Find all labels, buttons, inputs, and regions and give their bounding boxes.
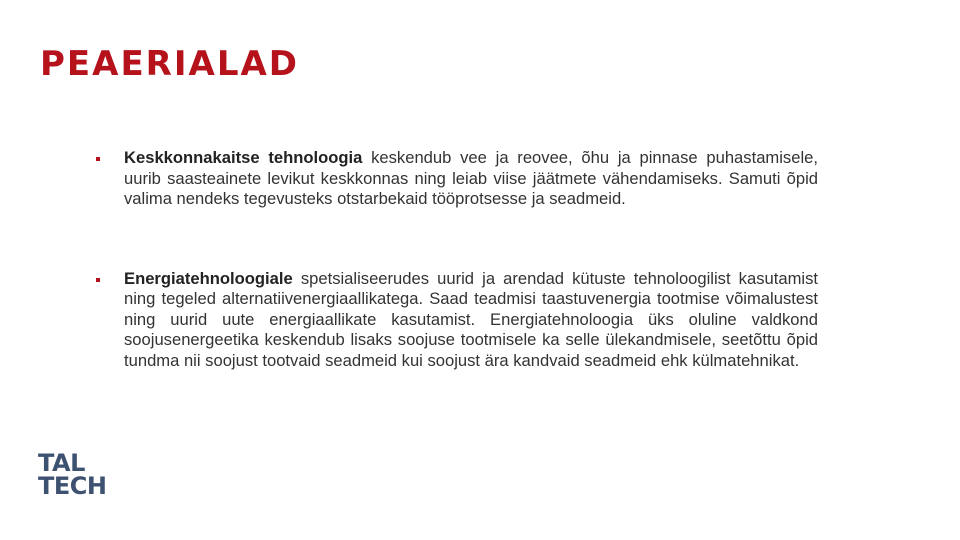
slide-title: PEAERIALAD (40, 44, 300, 84)
bullet-term: Energiatehnoloogiale (124, 268, 293, 288)
bullet-list (96, 148, 818, 371)
bullet-item-energiatehnoloogia (96, 269, 818, 372)
logo-line-tal: TAL (38, 449, 85, 477)
logo-line-tech: TECH (38, 472, 107, 500)
bullet-text: spetsialiseerudes uurid ja arendad kütuste tehnoloogilist kasutamist ning tegeled alternatiivenergiaallikatega. Saad teadmisi taastuvenergia tootmise võimalustest ning uurid uute energiaallikate kasutamist. Energiatehnoloogia üks oluline valdkond soojusenergeetika keskendub lisaks soojuse tootmisele ka selle ülekandmisele, seetõttu õpid tundma nii soojust tootvaid seadmeid kui soojust ära kandvaid seadmeid ehk külmatehnikat. (124, 268, 818, 370)
bullet-square-icon (96, 278, 100, 282)
bullet-term: Keskkonnakaitse tehnoloogia (124, 148, 363, 167)
bullet-square-icon (96, 157, 100, 161)
taltech-logo (38, 449, 122, 502)
bullet-item-keskkonnakaitse (96, 148, 818, 210)
bullet-text: keskendub vee ja reovee, õhu ja pinnase puhastamisele, uurib saasteainete levikut keskkonnas ning leiab viise jäätmete vähendamiseks. Samuti õpid valima nendeks tegevusteks otstarbekaid tööprotsesse ja seadmeid. (124, 148, 818, 208)
